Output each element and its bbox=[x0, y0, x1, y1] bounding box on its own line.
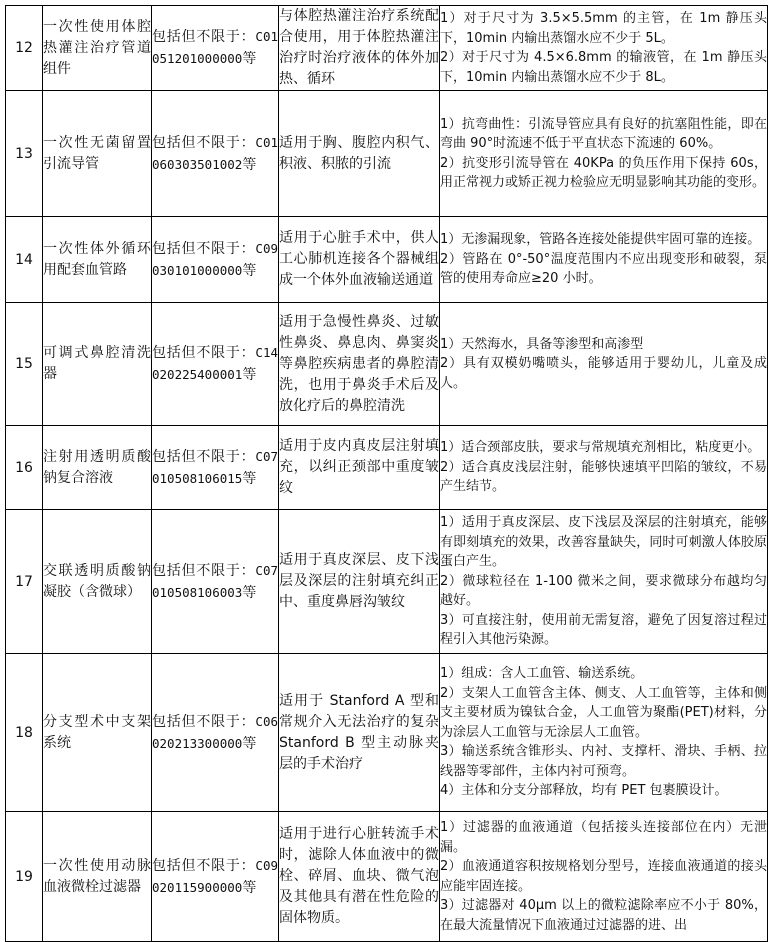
product-name: 一次性使用体腔热灌注治疗管道组件 bbox=[43, 6, 152, 91]
product-code-cell bbox=[152, 654, 279, 812]
table-row bbox=[6, 303, 768, 426]
code-prefix: 包括但不限于： bbox=[152, 345, 256, 361]
requirement-item: 3）输送系统含锥形头、内衬、支撑杆、滑块、手柄、拉线器等零部件，主体内衬可预弯。 bbox=[440, 744, 767, 779]
product-code-cell bbox=[152, 91, 279, 217]
product-code: C09020115900000 bbox=[152, 857, 278, 895]
product-code-cell bbox=[152, 510, 279, 654]
code-suffix: 等 bbox=[242, 735, 257, 752]
row-number: 12 bbox=[6, 6, 43, 91]
product-name: 分支型术中支架系统 bbox=[43, 654, 152, 812]
table-row bbox=[6, 91, 768, 217]
application-scope: 适用于胸、腹腔内积气、积液、积脓的引流 bbox=[279, 91, 440, 217]
code-prefix: 包括但不限于： bbox=[152, 562, 256, 579]
product-code-cell bbox=[152, 303, 279, 426]
requirement-item: 4）主体和分支分部释放，均有 PET 包裹膜设计。 bbox=[440, 783, 728, 799]
row-number: 19 bbox=[6, 812, 43, 942]
row-number: 14 bbox=[6, 217, 43, 303]
requirement-item: 1）无渗漏现象，管路各连接处能提供牢固可靠的连接。 bbox=[440, 232, 761, 248]
product-name: 一次性使用动脉血液微栓过滤器 bbox=[43, 812, 152, 942]
product-code: C07010508106015 bbox=[152, 448, 278, 486]
code-suffix: 等 bbox=[242, 262, 257, 279]
requirement-item: 1）适合颈部皮肤，要求与常规填充剂相比，粘度更小。 bbox=[440, 440, 761, 456]
code-prefix: 包括但不限于： bbox=[152, 240, 256, 257]
table-row bbox=[6, 426, 768, 510]
code-suffix: 等 bbox=[242, 879, 257, 896]
requirement-item: 2）抗变形引流导管在 40KPa 的负压作用下保持 60s，用正常视力或矫正视力检验应无明显影响其功能的变形。 bbox=[440, 155, 767, 190]
product-code-cell bbox=[152, 426, 279, 510]
product-code-cell bbox=[152, 812, 279, 942]
code-suffix: 等 bbox=[242, 156, 257, 173]
technical-requirements bbox=[440, 6, 768, 91]
table-row bbox=[6, 654, 768, 812]
product-requirements-table bbox=[5, 5, 768, 942]
product-name: 一次性体外循环用配套血管路 bbox=[43, 217, 152, 303]
application-scope: 适用于进行心脏转流手术时，滤除人体血液中的微栓、碎屑、血块、微气泡及其他具有潜在性危险的固体物质。 bbox=[279, 812, 440, 942]
technical-requirements bbox=[440, 426, 768, 510]
row-number: 16 bbox=[6, 426, 43, 510]
requirement-item: 3）过滤器对 40μm 以上的微粒滤除率应不小于 80%，在最大流量情况下血液通过过滤器的进、出 bbox=[440, 898, 767, 933]
requirement-item: 2）微球粒径在 1-100 微米之间，要求微球分布越均匀越好。 bbox=[440, 573, 767, 609]
table-row bbox=[6, 812, 768, 942]
row-number: 18 bbox=[6, 654, 43, 812]
table-row bbox=[6, 510, 768, 654]
requirement-item: 3）可直接注射，使用前无需复溶，避免了因复溶过程过程引入其他污染源。 bbox=[440, 612, 767, 648]
requirement-item: 2）对于尺寸为 4.5×6.8mm 的输液管，在 1m 静压头下，10min 内输出蒸馏水应不少于 8L。 bbox=[440, 50, 767, 85]
row-number: 17 bbox=[6, 510, 43, 654]
requirement-item: 1）过滤器的血液通道（包括接头连接部位在内）无泄漏。 bbox=[440, 820, 767, 855]
product-code-cell bbox=[152, 6, 279, 91]
product-name: 可调式鼻腔清洗器 bbox=[43, 303, 152, 426]
requirement-item: 2）管路在 0°-50°温度范围内不应出现变形和破裂，泵管的使用寿命应≥20 小时。 bbox=[440, 251, 767, 287]
code-suffix: 等 bbox=[242, 367, 257, 383]
requirement-item: 2）具有双模奶嘴喷头，能够适用于婴幼儿，儿童及成人。 bbox=[440, 356, 767, 391]
technical-requirements bbox=[440, 91, 768, 217]
code-suffix: 等 bbox=[242, 470, 257, 487]
application-scope: 适用于急慢性鼻炎、过敏性鼻炎、鼻息肉、鼻窦炎等鼻腔疾病患者的鼻腔清洗，也用于鼻炎手术后及放化疗后的鼻腔清洗 bbox=[279, 303, 440, 426]
product-code-cell bbox=[152, 217, 279, 303]
application-scope: 适用于 Stanford A 型和常规介入无法治疗的复杂 Stanford B 型主动脉夹层的手术治疗 bbox=[279, 654, 440, 812]
code-prefix: 包括但不限于： bbox=[152, 448, 256, 465]
product-code: C06020213300000 bbox=[152, 713, 278, 751]
technical-requirements bbox=[440, 217, 768, 303]
row-number: 13 bbox=[6, 91, 43, 217]
product-code: C07010508106003 bbox=[152, 562, 278, 600]
requirement-item: 2）支架人工血管含主体、侧支、人工血管等，主体和侧支主要材质为镍钛合金，人工血管为聚酯(PET)材料，分为涂层人工血管与无涂层人工血管。 bbox=[440, 685, 767, 740]
requirement-item: 2）适合真皮浅层注射，能够快速填平凹陷的皱纹，不易产生结节。 bbox=[440, 459, 767, 495]
requirement-item: 1）天然海水，具备等渗型和高渗型 bbox=[440, 336, 644, 352]
technical-requirements bbox=[440, 510, 768, 654]
code-prefix: 包括但不限于： bbox=[152, 713, 256, 730]
technical-requirements bbox=[440, 812, 768, 942]
application-scope: 适用于真皮深层、皮下浅层及深层的注射填充纠正中、重度鼻唇沟皱纹 bbox=[279, 510, 440, 654]
row-number: 15 bbox=[6, 303, 43, 426]
technical-requirements bbox=[440, 303, 768, 426]
application-scope: 适用于心脏手术中，供人工心肺机连接各个器械组成一个体外血液输送通道 bbox=[279, 217, 440, 303]
product-code: C09030101000000 bbox=[152, 240, 278, 278]
product-code: C01051201000000 bbox=[152, 29, 278, 66]
technical-requirements bbox=[440, 654, 768, 812]
product-code: C01060303501002 bbox=[152, 134, 278, 172]
code-suffix: 等 bbox=[242, 51, 257, 67]
product-name: 一次性无菌留置引流导管 bbox=[43, 91, 152, 217]
requirement-item: 1）适用于真皮深层、皮下浅层及深层的注射填充，能够有即刻填充的效果，改善容量缺失，同时可刺激人体胶原蛋白产生。 bbox=[440, 515, 767, 570]
table-row bbox=[6, 217, 768, 303]
application-scope: 适用于皮内真皮层注射填充，以纠正颈部中重度皱纹 bbox=[279, 426, 440, 510]
table-row bbox=[6, 6, 768, 91]
code-prefix: 包括但不限于： bbox=[152, 134, 256, 151]
requirement-item: 1）对于尺寸为 3.5×5.5mm 的主管，在 1m 静压头下，10min 内输出蒸馏水应不少于 5L。 bbox=[440, 11, 767, 46]
application-scope: 与体腔热灌注治疗系统配合使用，用于体腔热灌注治疗时治疗液体的体外加热、循环 bbox=[279, 6, 440, 91]
product-name: 交联透明质酸钠凝胶（含微球） bbox=[43, 510, 152, 654]
code-prefix: 包括但不限于： bbox=[152, 857, 256, 874]
code-prefix: 包括但不限于： bbox=[152, 29, 256, 45]
product-code: C14020225400001 bbox=[152, 345, 278, 382]
product-name: 注射用透明质酸钠复合溶液 bbox=[43, 426, 152, 510]
requirement-item: 1）抗弯曲性：引流导管应具有良好的抗塞阻性能，即在弯曲 90°时流速不低于平直状态下流速的 60%。 bbox=[440, 116, 767, 151]
requirement-item: 1）组成：含人工血管、输送系统。 bbox=[440, 666, 644, 682]
code-suffix: 等 bbox=[242, 584, 257, 601]
requirement-item: 2）血液通道容积按规格划分型号，连接血液通道的接头应能牢固连接。 bbox=[440, 859, 767, 894]
